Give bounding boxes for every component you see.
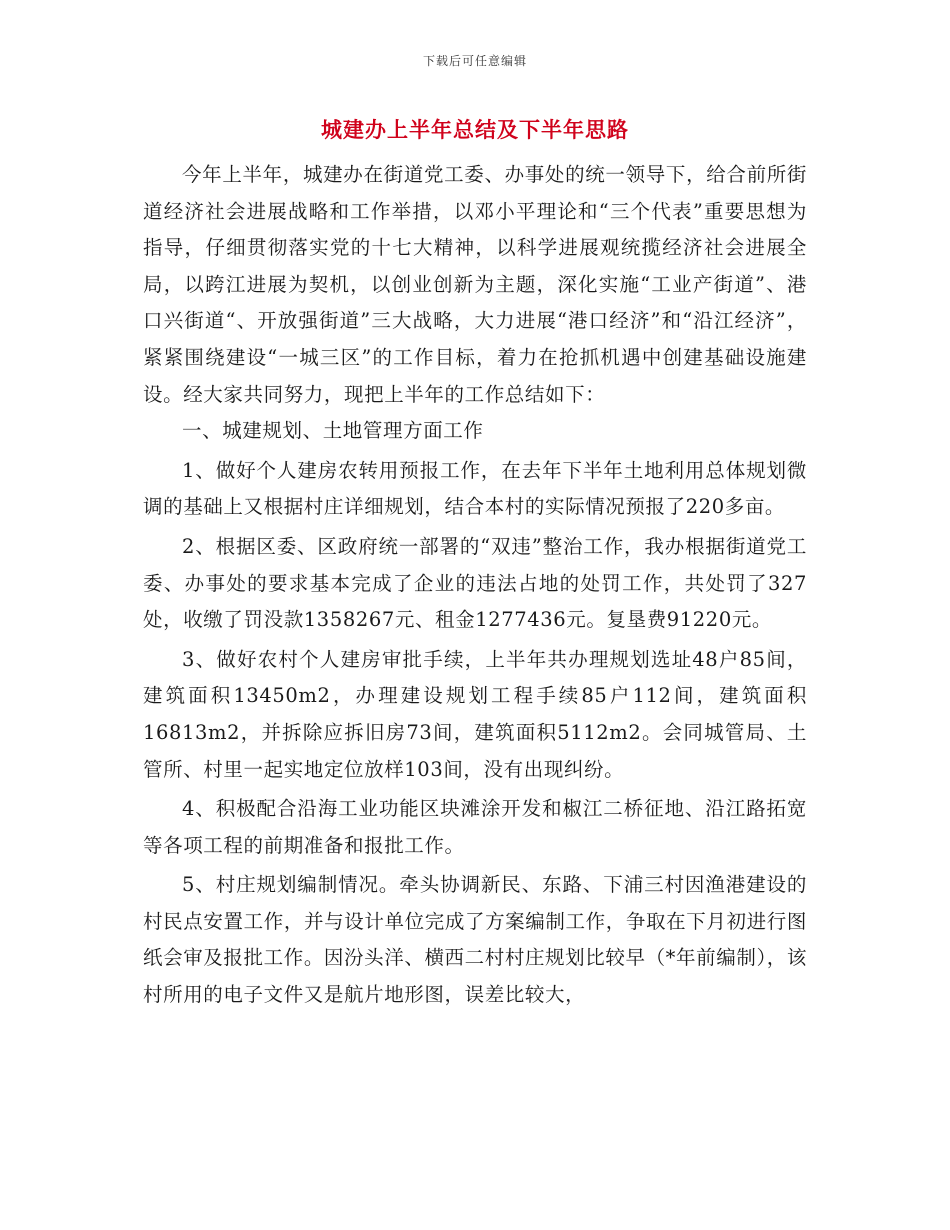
paragraph-item-1: 1、做好个人建房农转用预报工作，在去年下半年土地利用总体规划微调的基础上又根据村庄详细规划，结合本村的实际情况预报了220多亩。 <box>143 458 807 519</box>
section-heading: 一、城建规划、土地管理方面工作 <box>182 419 484 443</box>
paragraph-item-5: 5、村庄规划编制情况。牵头协调新民、东路、下浦三村因渔港建设的村民点安置工作，并与设计单位完成了方案编制工作，争取在下月初进行图纸会审及报批工作。因汾头洋、横西二村村庄规划比较早（*年前编制），该村所用的电子文件又是航片地形图，误差比较大， <box>143 873 807 1007</box>
page-header: 下载后可任意编辑 <box>422 54 527 68</box>
paragraph-item-4: 4、积极配合沿海工业功能区块滩涂开发和椒江二桥征地、沿江路拓宽等各项工程的前期准备和报批工作。 <box>143 797 807 857</box>
paragraph-item-3: 3、做好农村个人建房审批手续，上半年共办理规划选址48户85间，建筑面积13450m2，办理建设规划工程手续85户112间，建筑面积16813m2，并拆除应拆旧房73间，建筑面积5112m2。会同城管局、土管所、村里一起实地定位放样103间，没有出现纠纷。 <box>143 647 807 781</box>
paragraph-intro: 今年上半年，城建办在街道党工委、办事处的统一领导下，给合前所街道经济社会进展战略和工作举措，以邓小平理论和“三个代表”重要思想为指导，仔细贯彻落实党的十七大精神，以科学进展观统揽经济社会进展全局，以跨江进展为契机，以创业创新为主题，深化实施“工业产街道”、港口兴街道“、开放强街道”三大战略，大力进展“港口经济”和“沿江经济”，紧紧围绕建设“一城三区”的工作目标，着力在抢抓机遇中创建基础设施建设。经大家共同努力，现把上半年的工作总结如下： <box>143 163 807 406</box>
paragraph-item-2: 2、根据区委、区政府统一部署的“双违”整治工作，我办根据街道党工委、办事处的要求基本完成了企业的违法占地的处罚工作，共处罚了327处，收缴了罚没款1358267元、租金1277436元。复垦费91220元。 <box>143 534 807 632</box>
document-title: 城建办上半年总结及下半年思路 <box>321 117 629 142</box>
document-body <box>143 157 807 1014</box>
